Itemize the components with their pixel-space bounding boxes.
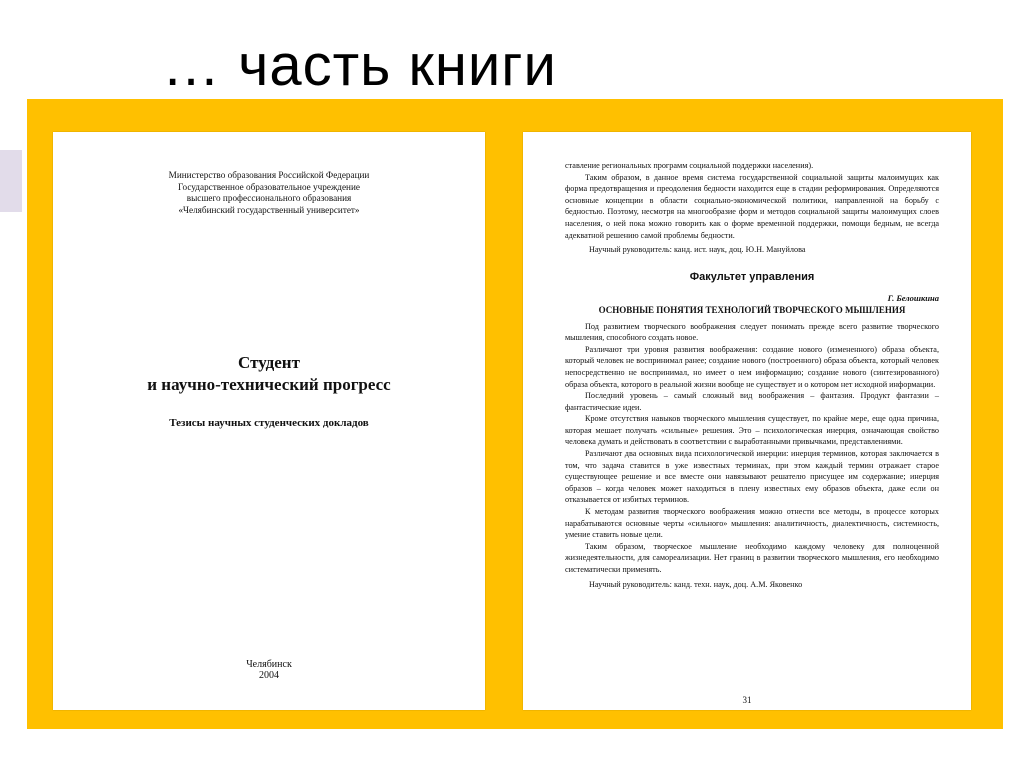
prev-article-supervisor: Научный руководитель: канд. ист. наук, доц. Ю.Н. Мануйлова — [589, 245, 806, 255]
cover-ministry-block — [53, 170, 485, 216]
page-number: 31 — [742, 695, 752, 705]
cover-imprint — [53, 659, 485, 681]
title-line: и научно-технический прогресс — [147, 375, 391, 394]
yellow-frame — [27, 99, 1003, 729]
article-supervisor: Научный руководитель: канд. техн. наук, доц. А.М. Яковенко — [589, 579, 803, 589]
cover-book-title — [53, 352, 485, 396]
article-paragraph: Различают три уровня развития воображения: создание нового (измененного) образа объекта, который человек не воспринимал ранее; создание нового (построенного) образа объекта, который человек непосредственно не воспринимал, но имеет о нем информацию; создание нового (синтезированного) образа объекта, которого в реальной жизни вообще не существует и о котором нет исходной информации. — [565, 344, 939, 389]
book-content-page — [523, 132, 971, 710]
ministry-line: высшего профессионального образования — [186, 193, 352, 203]
slide-title: … часть книги — [162, 33, 557, 98]
cover-year: 2004 — [259, 670, 279, 681]
prev-article-paragraph: ставление региональных программ социальной поддержки населения). — [565, 161, 814, 170]
book-cover-page — [53, 132, 485, 710]
cover-city: Челябинск — [246, 659, 292, 670]
content-text-block — [565, 160, 939, 590]
article-paragraph: Последний уровень – самый сложный вид воображения – фантазия. Продукт фантазии – фантастические идеи. — [565, 391, 939, 412]
ministry-line: «Челябинский государственный университет» — [178, 204, 360, 215]
ministry-line: Министерство образования Российской Федерации — [168, 170, 370, 180]
article-paragraph: Кроме отсутствия навыков творческого мышления существует, по крайне мере, еще одна причина, которая мешает получать «сильные» решения. Это – психологическая инерция, означающая свойство человека думать и действовать в соответствии с выработанными привычками, представлениями. — [565, 414, 939, 447]
prev-article-paragraph: Таким образом, в данное время система государственной социальной защиты малоимущих как форма предотвращения и преодоления бедности находится еще в стадии реформирования. Определяются основные концепции в области социально-экономической политики, направленной на борьбу с бедностью. Поэтому, несмотря на многообразие форм и методов социальной защиты малоимущих слоев населения, о ней пока можно говорить как о форме временной поддержки, помощи бедным, не всегда адекватной решению самой проблемы бедности. — [565, 172, 939, 240]
article-paragraph: К методам развития творческого воображения можно отнести все методы, в процессе которых нарабатываются основные черты «сильного» мышления: аналитичность, диалектичность, системность, умение ставить новые цели. — [565, 507, 939, 540]
title-line: Студент — [238, 353, 300, 372]
article-paragraph: Под развитием творческого воображения следует понимать прежде всего развитие творческого мышления, способного создать новое. — [565, 321, 939, 343]
article-author: Г. Белошкина — [887, 293, 939, 304]
article-title: ОСНОВНЫЕ ПОНЯТИЯ ТЕХНОЛОГИЙ ТВОРЧЕСКОГО МЫШЛЕНИЯ — [598, 304, 906, 315]
decorative-accent-bar — [0, 150, 22, 212]
faculty-heading: Факультет управления — [689, 270, 815, 283]
ministry-line: Государственное образовательное учреждение — [178, 181, 360, 192]
article-paragraph: Различают два основных вида психологической инерции: инерция терминов, которая заключается в том, что задача ставится в уже известных терминах, при этом каждый термин отражает старое существующее решение и все вместе они навязывают решателю присущее им содержание; инерция образов – когда человек может находиться в плену известных ему образов объекта, даже если он отказывается от избитых терминов. — [565, 449, 939, 505]
cover-subtitle: Тезисы научных студенческих докладов — [169, 417, 369, 429]
article-paragraph: Таким образом, творческое мышление необходимо каждому человеку для полноценной жизнедеятельности, для самореализации. Нет границ в развитии творческого мышления, его необходимо систематически применять. — [565, 541, 939, 574]
